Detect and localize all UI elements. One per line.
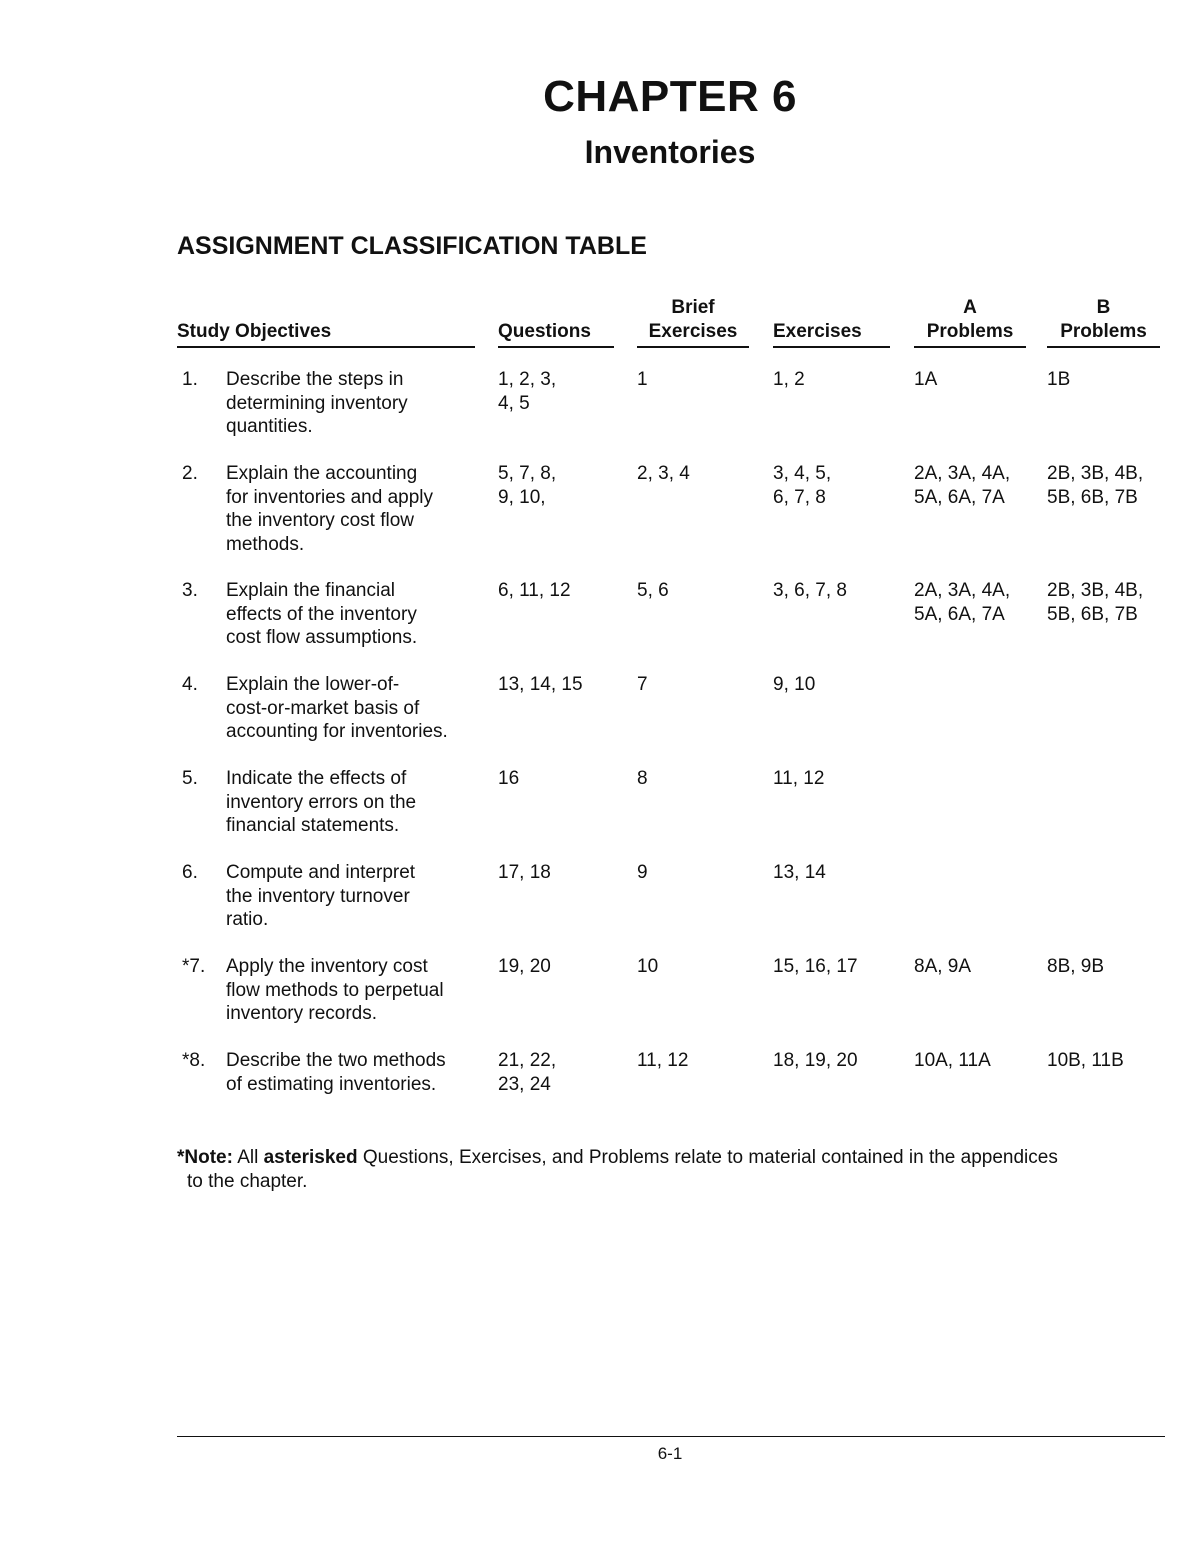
row-objective — [226, 955, 486, 1026]
assignment-classification-table — [177, 296, 1162, 1119]
row-objective-line: methods. — [226, 533, 305, 555]
table-row — [177, 673, 1162, 767]
row-a-problems-line: 10A, 11A — [914, 1050, 991, 1071]
row-exercises — [773, 955, 903, 979]
row-questions — [498, 368, 628, 415]
row-objective — [226, 462, 486, 556]
row-a-problems-line: 2A, 3A, 4A, — [914, 463, 1011, 484]
row-a-problems — [914, 462, 1044, 509]
footnote-line-1 — [177, 1146, 1167, 1170]
footer-rule — [177, 1436, 1165, 1437]
row-b-problems-line: 8B, 9B — [1047, 956, 1105, 977]
table-row — [177, 462, 1162, 579]
row-a-problems-line: 5A, 6A, 7A — [914, 486, 1005, 508]
row-questions-line: 21, 22, — [498, 1050, 557, 1071]
row-a-problems — [914, 955, 1044, 979]
header-questions: Questions — [498, 320, 614, 348]
row-questions — [498, 767, 628, 791]
row-questions-line: 5, 7, 8, — [498, 463, 557, 484]
row-objective-line: cost flow assumptions. — [226, 627, 418, 648]
row-objective-line: determining inventory — [226, 392, 408, 414]
table-body — [177, 368, 1162, 1119]
row-exercises-line: 11, 12 — [773, 768, 825, 789]
row-brief-exercises — [637, 767, 767, 791]
row-exercises-line: 13, 14 — [773, 862, 826, 883]
row-number: *7. — [182, 956, 206, 977]
row-objective-line: Describe the steps in — [226, 369, 404, 390]
row-objective-line: the inventory cost flow — [226, 510, 414, 531]
footnote — [177, 1146, 1167, 1194]
row-brief-exercises-line: 10 — [637, 956, 659, 977]
row-brief-exercises-line: 9 — [637, 862, 648, 883]
row-objective-line: flow methods to perpetual — [226, 979, 444, 1001]
row-b-problems-line: 2B, 3B, 4B, — [1047, 580, 1144, 601]
row-questions-line: 4, 5 — [498, 392, 530, 414]
header-study-objectives: Study Objectives — [177, 320, 475, 348]
row-b-problems-line: 5B, 6B, 7B — [1047, 486, 1138, 508]
row-b-problems-line: 2B, 3B, 4B, — [1047, 463, 1144, 484]
row-objective-line: the inventory turnover — [226, 885, 410, 907]
row-number: 6. — [182, 862, 198, 883]
row-objective — [226, 1049, 486, 1096]
row-objective-line: quantities. — [226, 416, 313, 437]
row-objective — [226, 673, 486, 744]
row-objective-line: Apply the inventory cost — [226, 956, 428, 977]
row-number: *8. — [182, 1050, 206, 1071]
row-questions — [498, 861, 628, 885]
row-objective-line: inventory errors on the — [226, 791, 417, 813]
row-number: 1. — [182, 369, 198, 390]
row-exercises — [773, 368, 903, 392]
row-objective-line: accounting for inventories. — [226, 721, 448, 742]
row-objective-line: Explain the accounting — [226, 463, 418, 484]
table-row — [177, 579, 1162, 673]
row-exercises-line: 18, 19, 20 — [773, 1050, 858, 1071]
row-objective — [226, 767, 486, 838]
row-number: 5. — [182, 768, 198, 789]
page-number: 6-1 — [657, 1444, 683, 1463]
row-brief-exercises-line: 1 — [637, 369, 648, 390]
row-objective-line: effects of the inventory — [226, 603, 417, 625]
header-a-problems: A Problems — [914, 296, 1026, 348]
header-exercises: Exercises — [773, 320, 890, 348]
row-exercises-line: 1, 2 — [773, 369, 805, 390]
row-objective-line: Explain the lower-of- — [226, 674, 400, 695]
row-objective-line: ratio. — [226, 909, 269, 930]
footnote-label: *Note: — [177, 1147, 233, 1168]
row-exercises — [773, 767, 903, 791]
row-exercises-line: 15, 16, 17 — [773, 956, 858, 977]
header-brief-exercises: Brief Exercises — [637, 296, 749, 348]
row-a-problems-line: 2A, 3A, 4A, — [914, 580, 1011, 601]
row-brief-exercises — [637, 1049, 767, 1073]
table-row — [177, 368, 1162, 462]
row-brief-exercises — [637, 955, 767, 979]
row-brief-exercises — [637, 462, 767, 486]
row-exercises — [773, 579, 903, 603]
row-brief-exercises-line: 11, 12 — [637, 1050, 689, 1071]
row-objective-line: Describe the two methods — [226, 1050, 446, 1071]
row-brief-exercises-line: 2, 3, 4 — [637, 463, 690, 484]
row-objective-line: Compute and interpret — [226, 862, 416, 883]
row-exercises-line: 3, 6, 7, 8 — [773, 580, 847, 601]
row-questions-line: 13, 14, 15 — [498, 674, 583, 695]
footnote-rest: Questions, Exercises, and Problems relate to material contained in the appendices — [362, 1147, 1058, 1168]
row-brief-exercises — [637, 579, 767, 603]
row-a-problems-line: 1A — [914, 369, 938, 390]
row-a-problems — [914, 368, 1044, 392]
row-objective-line: Indicate the effects of — [226, 768, 407, 789]
header-b-problems: B Problems — [1047, 296, 1160, 348]
row-objective — [226, 861, 486, 932]
row-questions-line: 19, 20 — [498, 956, 551, 977]
row-exercises — [773, 673, 903, 697]
row-objective-line: inventory records. — [226, 1003, 378, 1024]
row-questions — [498, 579, 628, 603]
row-a-problems — [914, 579, 1044, 626]
row-number: 2. — [182, 463, 198, 484]
row-objective-line: cost-or-market basis of — [226, 697, 420, 719]
row-exercises-line: 6, 7, 8 — [773, 486, 826, 508]
row-questions-line: 16 — [498, 768, 520, 789]
row-questions-line: 23, 24 — [498, 1073, 551, 1095]
row-b-problems-line: 10B, 11B — [1047, 1050, 1124, 1071]
row-exercises — [773, 1049, 903, 1073]
row-b-problems — [1047, 462, 1177, 509]
row-questions-line: 1, 2, 3, — [498, 369, 557, 390]
table-header-row — [177, 296, 1162, 348]
chapter-title: CHAPTER 6 — [543, 72, 797, 121]
row-b-problems — [1047, 1049, 1177, 1073]
row-number: 4. — [182, 674, 198, 695]
row-b-problems — [1047, 955, 1177, 979]
row-brief-exercises-line: 7 — [637, 674, 648, 695]
row-questions-line: 9, 10, — [498, 486, 546, 508]
section-heading: ASSIGNMENT CLASSIFICATION TABLE — [177, 232, 647, 260]
table-row — [177, 955, 1162, 1049]
row-exercises — [773, 861, 903, 885]
row-objective-line: financial statements. — [226, 815, 400, 836]
table-row — [177, 1049, 1162, 1119]
row-objective-line: of estimating inventories. — [226, 1073, 437, 1095]
row-questions — [498, 1049, 628, 1096]
table-row — [177, 767, 1162, 861]
row-b-problems — [1047, 579, 1177, 626]
row-a-problems — [914, 1049, 1044, 1073]
row-objective-line: for inventories and apply — [226, 486, 434, 508]
row-exercises-line: 3, 4, 5, — [773, 463, 832, 484]
row-number: 3. — [182, 580, 198, 601]
row-objective — [226, 579, 486, 650]
row-brief-exercises-line: 8 — [637, 768, 648, 789]
row-brief-exercises — [637, 368, 767, 392]
footnote-line-2: to the chapter. — [187, 1171, 308, 1192]
footnote-emphasis: asterisked — [263, 1147, 358, 1168]
row-b-problems — [1047, 368, 1177, 392]
row-a-problems-line: 8A, 9A — [914, 956, 972, 977]
row-b-problems-line: 1B — [1047, 369, 1071, 390]
row-objective — [226, 368, 486, 439]
row-brief-exercises — [637, 861, 767, 885]
row-brief-exercises — [637, 673, 767, 697]
chapter-subtitle: Inventories — [584, 134, 756, 170]
footnote-pre: All — [237, 1147, 259, 1168]
row-exercises — [773, 462, 903, 509]
row-objective-line: Explain the financial — [226, 580, 395, 601]
row-questions-line: 6, 11, 12 — [498, 580, 571, 601]
row-questions — [498, 462, 628, 509]
row-exercises-line: 9, 10 — [773, 674, 816, 695]
row-brief-exercises-line: 5, 6 — [637, 580, 669, 601]
row-b-problems-line: 5B, 6B, 7B — [1047, 603, 1138, 625]
row-questions — [498, 955, 628, 979]
row-a-problems-line: 5A, 6A, 7A — [914, 603, 1005, 625]
row-questions — [498, 673, 628, 697]
table-row — [177, 861, 1162, 955]
row-questions-line: 17, 18 — [498, 862, 551, 883]
